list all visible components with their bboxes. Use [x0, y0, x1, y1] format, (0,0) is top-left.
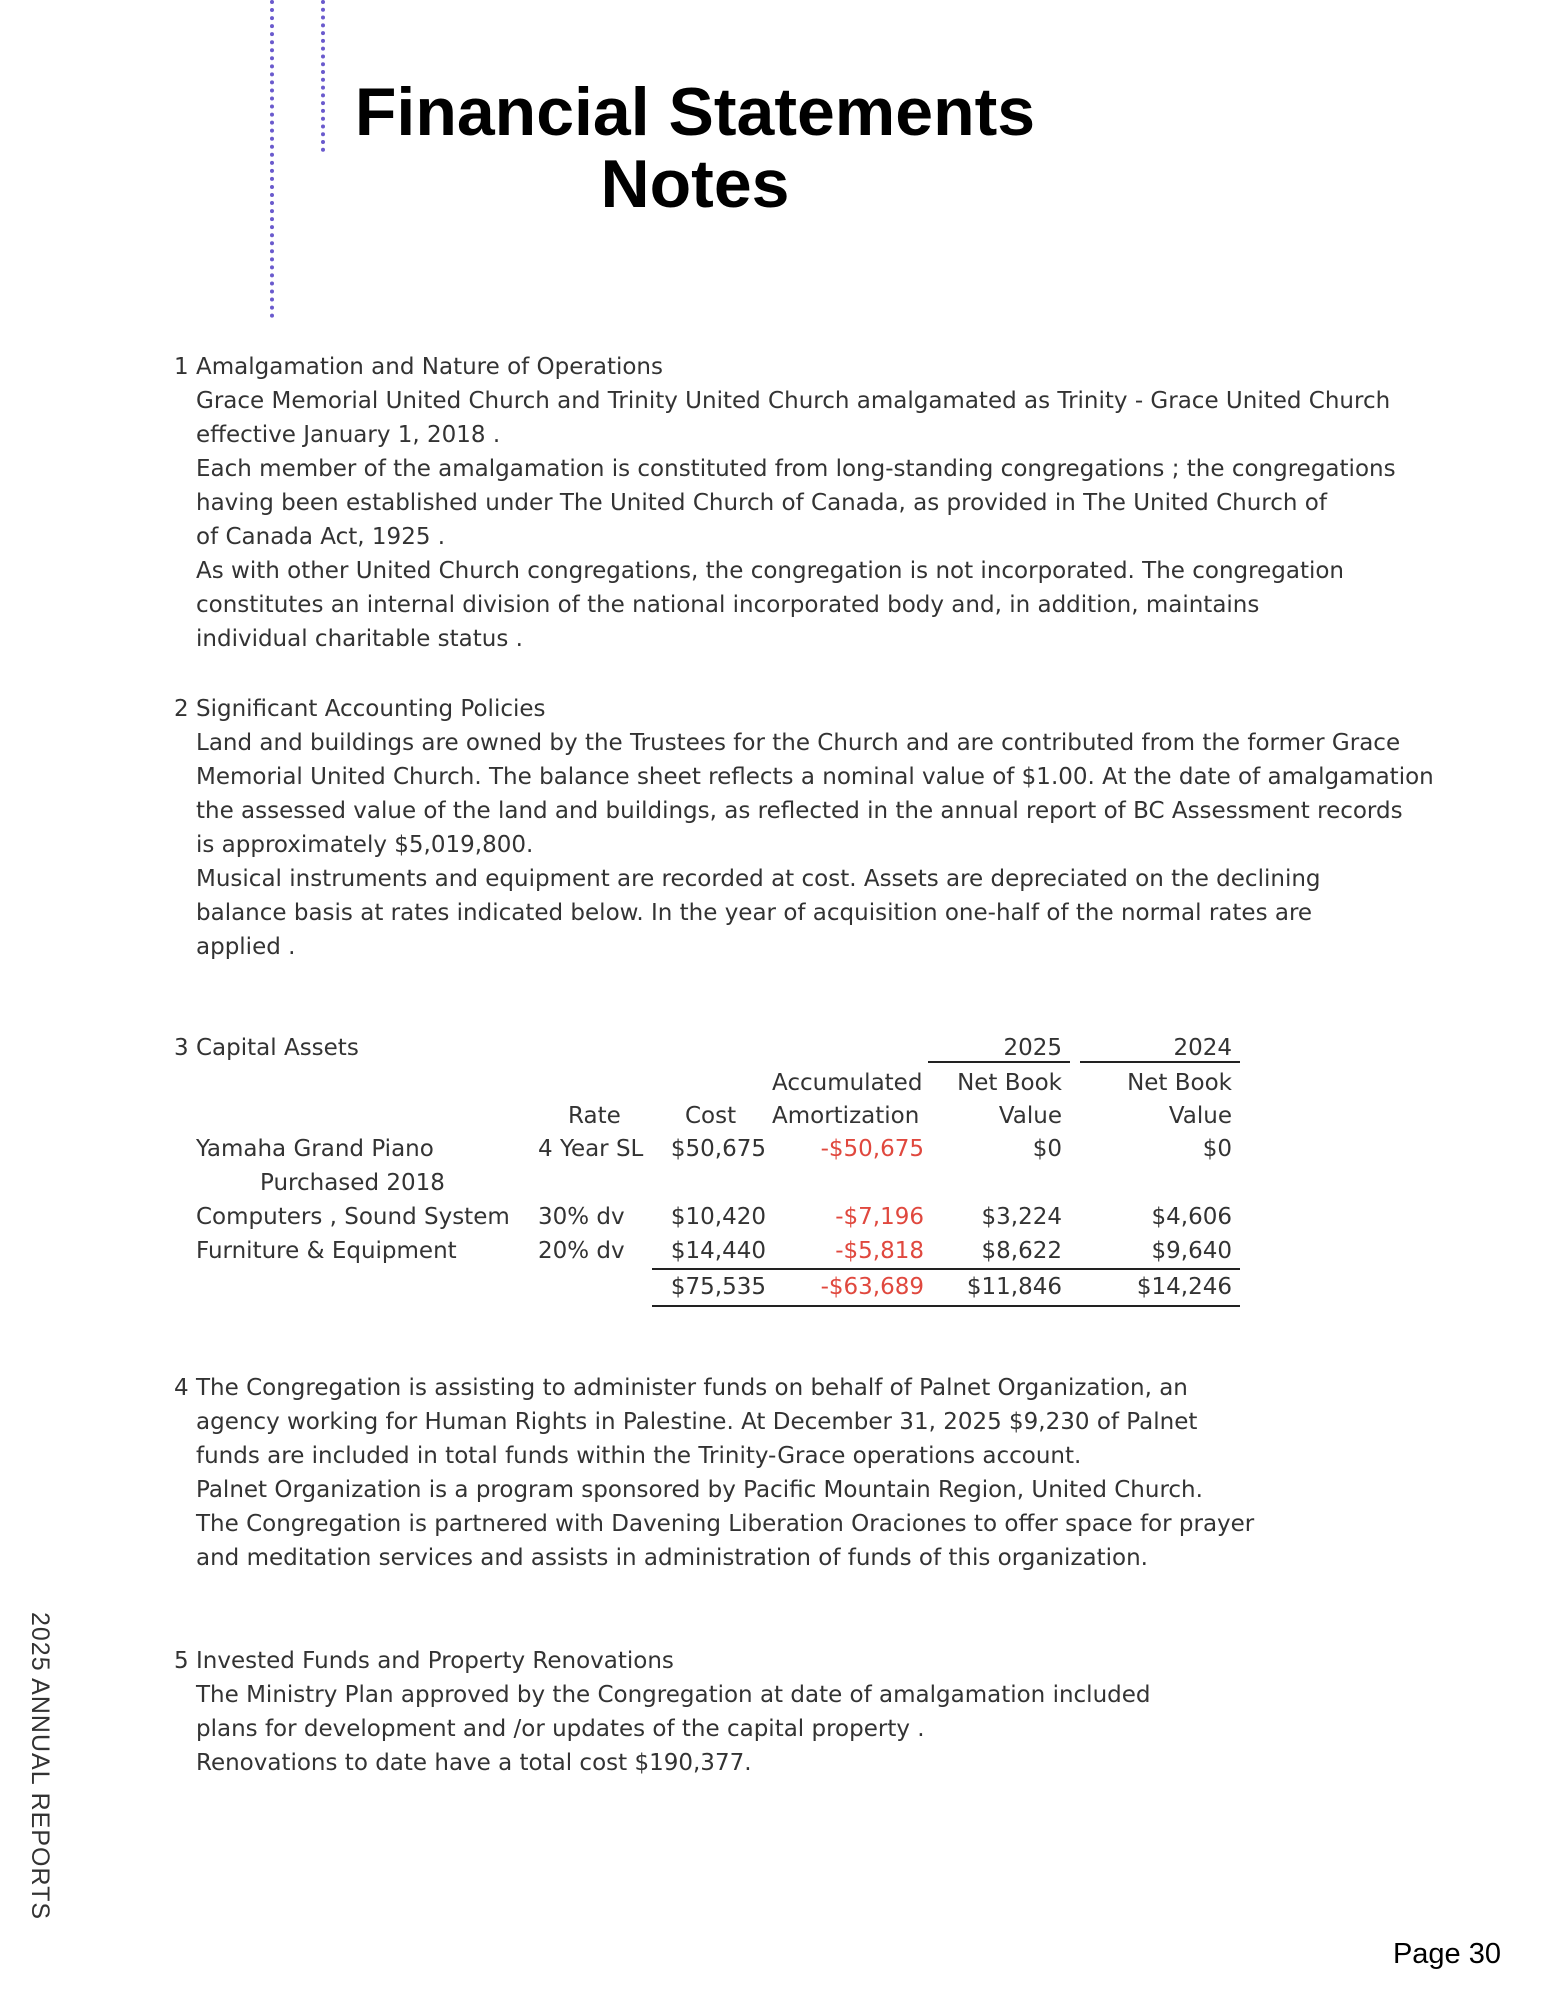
asset-nbv-2024: $0: [1202, 1136, 1232, 1162]
note-4: [174, 1371, 1254, 1575]
col-amortization: Amortization: [772, 1103, 920, 1129]
total-amortization: -$63,689: [820, 1274, 924, 1300]
text-line: The Congregation is partnered with Davening Liberation Oraciones to offer space for prayer: [196, 1511, 1255, 1537]
text-line: constitutes an internal division of the national incorporated body and, in addition, maintains: [196, 592, 1260, 618]
note-3-heading: 3 Capital Assets: [174, 1035, 359, 1061]
col-rate: Rate: [568, 1103, 621, 1129]
note-1-body: [174, 384, 1396, 656]
col-accumulated: Accumulated: [772, 1070, 923, 1096]
asset-rate: 30% dv: [538, 1204, 625, 1230]
side-label: 2025 ANNUAL REPORTS: [26, 1612, 54, 1921]
text-line: As with other United Church congregations, the congregation is not incorporated. The congregation: [196, 558, 1345, 584]
dotted-line-right: [321, 0, 325, 152]
header-rule-2025: [928, 1061, 1070, 1063]
note-1: [174, 350, 1396, 656]
totals-rule-bottom: [652, 1305, 1240, 1307]
page-title-line1: Financial Statements: [354, 74, 1036, 150]
text-line: Memorial United Church. The balance sheet reflects a nominal value of $1.00. At the date of amalgamation: [196, 764, 1434, 790]
asset-rate: 20% dv: [538, 1238, 625, 1264]
text-line: is approximately $5,019,800.: [196, 832, 534, 858]
note-2-body: [174, 726, 1434, 964]
note-5-body: [174, 1678, 1151, 1780]
text-line: the assessed value of the land and buildings, as reflected in the annual report of BC Assessment records: [196, 798, 1403, 824]
asset-nbv-2025: $0: [1032, 1136, 1062, 1162]
note-1-heading: 1 Amalgamation and Nature of Operations: [174, 354, 663, 380]
text-line: funds are included in total funds within the Trinity-Grace operations account.: [196, 1443, 1082, 1469]
note-4-body: [174, 1405, 1254, 1575]
text-line: Land and buildings are owned by the Trustees for the Church and are contributed from the former Grace: [196, 730, 1401, 756]
text-line: Renovations to date have a total cost $190,377.: [196, 1750, 752, 1776]
header-rule-2024: [1080, 1061, 1240, 1063]
text-line: individual charitable status .: [196, 626, 523, 652]
text-line: Grace Memorial United Church and Trinity United Church amalgamated as Trinity - Grace United Church: [196, 388, 1391, 414]
asset-subtitle: Purchased 2018: [260, 1170, 445, 1196]
year-2025-header: 2025: [1003, 1035, 1062, 1061]
total-nbv-2024: $14,246: [1136, 1274, 1232, 1300]
text-line: having been established under The United Church of Canada, as provided in The United Church of: [196, 490, 1327, 516]
text-line: Each member of the amalgamation is constituted from long-standing congregations ; the congregations: [196, 456, 1396, 482]
asset-nbv-2025: $8,622: [981, 1238, 1062, 1264]
text-line: Musical instruments and equipment are recorded at cost. Assets are depreciated on the declining: [196, 866, 1321, 892]
year-2024-header: 2024: [1173, 1035, 1232, 1061]
asset-name: Yamaha Grand Piano: [196, 1136, 434, 1162]
asset-cost: $10,420: [670, 1204, 766, 1230]
col-cost: Cost: [685, 1103, 737, 1129]
page-number: Page 30: [1392, 1938, 1501, 1970]
note-2: [174, 692, 1434, 964]
asset-cost: $14,440: [670, 1238, 766, 1264]
asset-amortization: -$5,818: [835, 1238, 924, 1264]
asset-amortization: -$7,196: [835, 1204, 924, 1230]
asset-nbv-2024: $9,640: [1151, 1238, 1232, 1264]
total-nbv-2025: $11,846: [966, 1274, 1062, 1300]
text-line: plans for development and /or updates of the capital property .: [196, 1716, 925, 1742]
col-value-2025: Value: [998, 1103, 1062, 1129]
asset-name: Furniture & Equipment: [196, 1238, 457, 1264]
col-netbook-2024: Net Book: [1127, 1070, 1232, 1096]
text-line: of Canada Act, 1925 .: [196, 524, 446, 550]
text-line: balance basis at rates indicated below. In the year of acquisition one-half of the normal rates are: [196, 900, 1313, 926]
asset-rate: 4 Year SL: [538, 1136, 644, 1162]
asset-amortization: -$50,675: [820, 1136, 924, 1162]
col-value-2024: Value: [1168, 1103, 1232, 1129]
text-line: The Ministry Plan approved by the Congregation at date of amalgamation included: [196, 1682, 1151, 1708]
note-5: [174, 1644, 1151, 1780]
note-5-heading: 5 Invested Funds and Property Renovations: [174, 1648, 674, 1674]
dotted-line-left: [270, 0, 274, 318]
total-cost: $75,535: [670, 1274, 766, 1300]
note-2-heading: 2 Significant Accounting Policies: [174, 696, 546, 722]
asset-cost: $50,675: [670, 1136, 766, 1162]
asset-nbv-2025: $3,224: [981, 1204, 1062, 1230]
text-line: agency working for Human Rights in Palestine. At December 31, 2025 $9,230 of Palnet: [196, 1409, 1198, 1435]
text-line: effective January 1, 2018 .: [196, 422, 501, 448]
asset-nbv-2024: $4,606: [1151, 1204, 1232, 1230]
text-line: applied .: [196, 934, 296, 960]
note-4-first-line: 4 The Congregation is assisting to administer funds on behalf of Palnet Organization, an: [174, 1375, 1188, 1401]
page-title: [345, 76, 1045, 220]
page-title-line2: Notes: [600, 146, 790, 222]
text-line: Palnet Organization is a program sponsored by Pacific Mountain Region, United Church.: [196, 1477, 1203, 1503]
asset-name: Computers , Sound System: [196, 1204, 510, 1230]
col-netbook-2025: Net Book: [957, 1070, 1062, 1096]
text-line: and meditation services and assists in administration of funds of this organization.: [196, 1545, 1148, 1571]
